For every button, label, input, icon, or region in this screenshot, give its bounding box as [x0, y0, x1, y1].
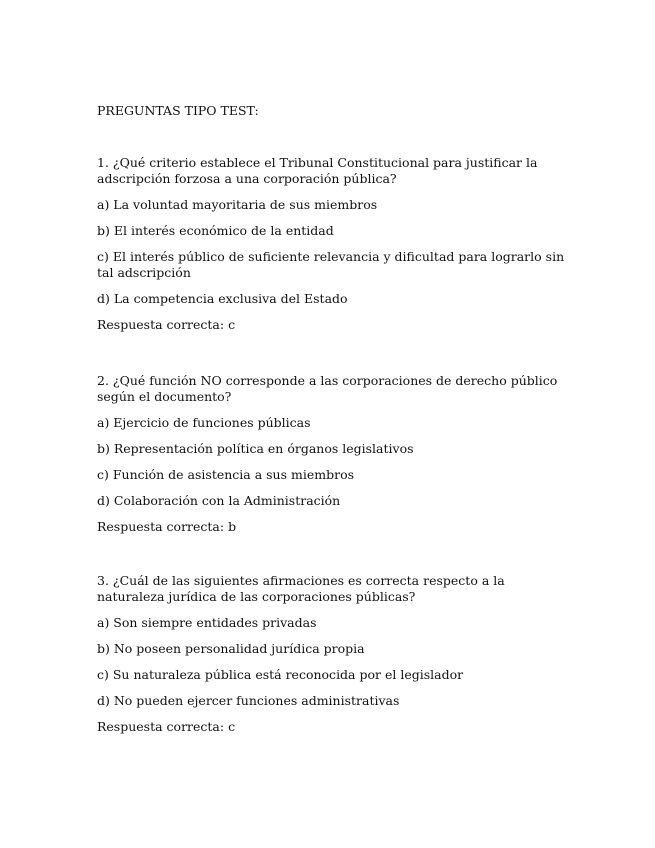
answer-option: b) Representación política en órganos legislativos	[97, 441, 414, 456]
question-text: 3. ¿Cuál de las siguientes afirmaciones es correcta respecto a la naturaleza jurídica de las corporaciones públicas?	[97, 573, 505, 604]
question-text: 2. ¿Qué función NO corresponde a las corporaciones de derecho público según el documento?	[97, 373, 558, 404]
question-block	[97, 155, 567, 333]
answer-option: a) Ejercicio de funciones públicas	[97, 415, 311, 430]
answer-option: a) Son siempre entidades privadas	[97, 615, 317, 630]
answer-option: d) Colaboración con la Administración	[97, 493, 341, 508]
answer-option: c) Su naturaleza pública está reconocida por el legislador	[97, 667, 464, 682]
question-block	[97, 573, 567, 735]
answer-option: d) No pueden ejercer funciones administrativas	[97, 693, 400, 708]
correct-answer: Respuesta correcta: c	[97, 719, 236, 734]
page-heading: PREGUNTAS TIPO TEST:	[97, 103, 259, 118]
correct-answer: Respuesta correcta: b	[97, 519, 237, 534]
answer-option: b) No poseen personalidad jurídica propia	[97, 641, 365, 656]
question-block	[97, 373, 567, 535]
answer-option: c) El interés público de suficiente relevancia y dificultad para lograrlo sin tal adscripción	[97, 249, 565, 280]
answer-option: c) Función de asistencia a sus miembros	[97, 467, 355, 482]
answer-option: a) La voluntad mayoritaria de sus miembros	[97, 197, 378, 212]
answer-option: b) El interés económico de la entidad	[97, 223, 334, 238]
answer-option: d) La competencia exclusiva del Estado	[97, 291, 348, 306]
question-text: 1. ¿Qué criterio establece el Tribunal Constitucional para justificar la adscripción forzosa a una corporación pública?	[97, 155, 538, 186]
correct-answer: Respuesta correcta: c	[97, 317, 236, 332]
